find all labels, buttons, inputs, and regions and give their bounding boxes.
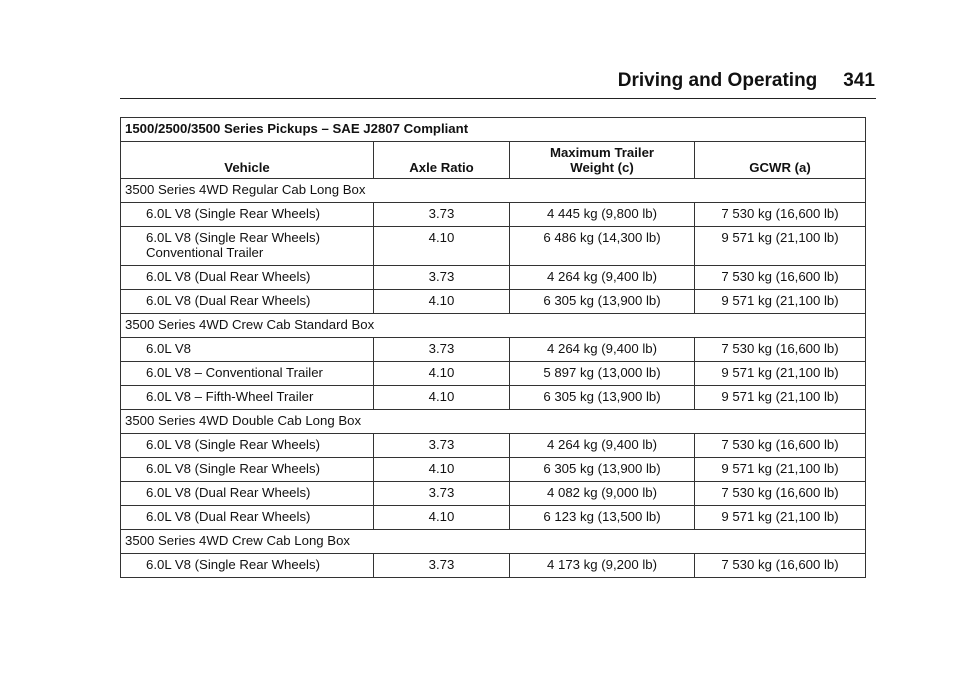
cell-axle-ratio: 3.73 — [374, 434, 510, 458]
cell-vehicle — [121, 482, 374, 506]
cell-vehicle — [121, 506, 374, 530]
cell-axle-ratio: 3.73 — [374, 266, 510, 290]
cell-axle-ratio: 4.10 — [374, 227, 510, 266]
cell-vehicle — [121, 290, 374, 314]
group-label: 3500 Series 4WD Crew Cab Standard Box — [121, 314, 866, 338]
vehicle-line: 6.0L V8 — [146, 341, 191, 356]
column-header-row — [121, 142, 866, 179]
cell-vehicle — [121, 458, 374, 482]
cell-axle-ratio: 3.73 — [374, 203, 510, 227]
cell-axle-ratio: 4.10 — [374, 362, 510, 386]
cell-max-trailer-weight: 4 445 kg (9,800 lb) — [510, 203, 695, 227]
section-title: Driving and Operating — [617, 70, 818, 91]
vehicle-line: 6.0L V8 (Dual Rear Wheels) — [146, 293, 311, 308]
vehicle-line: 6.0L V8 – Conventional Trailer — [146, 365, 323, 380]
vehicle-line: 6.0L V8 (Dual Rear Wheels) — [146, 509, 311, 524]
cell-max-trailer-weight: 6 305 kg (13,900 lb) — [510, 386, 695, 410]
vehicle-line: 6.0L V8 (Single Rear Wheels) — [146, 230, 320, 245]
table-row — [121, 203, 866, 227]
cell-axle-ratio: 3.73 — [374, 338, 510, 362]
column-header-vehicle: Vehicle — [121, 142, 374, 179]
cell-gcwr: 7 530 kg (16,600 lb) — [695, 266, 866, 290]
cell-vehicle — [121, 362, 374, 386]
group-row — [121, 530, 866, 554]
cell-max-trailer-weight: 4 173 kg (9,200 lb) — [510, 554, 695, 578]
cell-axle-ratio: 3.73 — [374, 482, 510, 506]
cell-max-trailer-weight: 6 123 kg (13,500 lb) — [510, 506, 695, 530]
column-header-weight-line1: Maximum Trailer — [549, 145, 655, 160]
cell-gcwr: 7 530 kg (16,600 lb) — [695, 482, 866, 506]
cell-max-trailer-weight: 5 897 kg (13,000 lb) — [510, 362, 695, 386]
page-number: 341 — [843, 70, 875, 91]
table-title: 1500/2500/3500 Series Pickups – SAE J2807 Compliant — [121, 118, 866, 142]
cell-axle-ratio: 4.10 — [374, 386, 510, 410]
cell-vehicle — [121, 266, 374, 290]
cell-gcwr: 7 530 kg (16,600 lb) — [695, 434, 866, 458]
vehicle-line: 6.0L V8 (Single Rear Wheels) — [146, 437, 320, 452]
cell-gcwr: 9 571 kg (21,100 lb) — [695, 362, 866, 386]
cell-gcwr: 9 571 kg (21,100 lb) — [695, 458, 866, 482]
table-row — [121, 458, 866, 482]
cell-axle-ratio: 4.10 — [374, 458, 510, 482]
table-body — [121, 179, 866, 578]
table-row — [121, 362, 866, 386]
cell-vehicle — [121, 386, 374, 410]
cell-vehicle — [121, 554, 374, 578]
column-header-weight-line2: Weight (c) — [570, 160, 634, 175]
cell-gcwr: 7 530 kg (16,600 lb) — [695, 554, 866, 578]
cell-vehicle — [121, 434, 374, 458]
group-label: 3500 Series 4WD Double Cab Long Box — [121, 410, 866, 434]
cell-max-trailer-weight: 4 264 kg (9,400 lb) — [510, 338, 695, 362]
cell-max-trailer-weight: 4 264 kg (9,400 lb) — [510, 434, 695, 458]
cell-vehicle — [121, 203, 374, 227]
cell-axle-ratio: 4.10 — [374, 506, 510, 530]
cell-axle-ratio: 4.10 — [374, 290, 510, 314]
cell-gcwr: 9 571 kg (21,100 lb) — [695, 227, 866, 266]
table-row — [121, 266, 866, 290]
cell-gcwr: 9 571 kg (21,100 lb) — [695, 386, 866, 410]
group-row — [121, 314, 866, 338]
table-title-row — [121, 118, 866, 142]
cell-gcwr: 9 571 kg (21,100 lb) — [695, 506, 866, 530]
vehicle-line: 6.0L V8 (Single Rear Wheels) — [146, 206, 320, 221]
cell-gcwr: 9 571 kg (21,100 lb) — [695, 290, 866, 314]
cell-gcwr: 7 530 kg (16,600 lb) — [695, 338, 866, 362]
table-row — [121, 506, 866, 530]
header-rule — [120, 98, 876, 99]
vehicle-line: 6.0L V8 (Dual Rear Wheels) — [146, 485, 311, 500]
table-row — [121, 227, 866, 266]
group-row — [121, 410, 866, 434]
table-row — [121, 434, 866, 458]
cell-max-trailer-weight: 6 486 kg (14,300 lb) — [510, 227, 695, 266]
cell-vehicle — [121, 227, 374, 266]
vehicle-line: 6.0L V8 (Dual Rear Wheels) — [146, 269, 311, 284]
cell-vehicle — [121, 338, 374, 362]
group-label: 3500 Series 4WD Crew Cab Long Box — [121, 530, 866, 554]
column-header-max-trailer-weight — [510, 142, 695, 179]
page-header — [618, 70, 875, 92]
table-row — [121, 386, 866, 410]
cell-max-trailer-weight: 6 305 kg (13,900 lb) — [510, 458, 695, 482]
cell-gcwr: 7 530 kg (16,600 lb) — [695, 203, 866, 227]
column-header-axle-ratio: Axle Ratio — [374, 142, 510, 179]
vehicle-line: 6.0L V8 – Fifth-Wheel Trailer — [146, 389, 314, 404]
group-row — [121, 179, 866, 203]
cell-max-trailer-weight: 4 082 kg (9,000 lb) — [510, 482, 695, 506]
vehicle-line: 6.0L V8 (Single Rear Wheels) — [146, 461, 320, 476]
trailer-weight-table — [120, 117, 866, 578]
cell-axle-ratio: 3.73 — [374, 554, 510, 578]
column-header-gcwr: GCWR (a) — [695, 142, 866, 179]
table-row — [121, 554, 866, 578]
table-row — [121, 290, 866, 314]
table-row — [121, 338, 866, 362]
vehicle-line: Conventional Trailer — [146, 245, 264, 260]
table-row — [121, 482, 866, 506]
group-label: 3500 Series 4WD Regular Cab Long Box — [121, 179, 866, 203]
cell-max-trailer-weight: 4 264 kg (9,400 lb) — [510, 266, 695, 290]
cell-max-trailer-weight: 6 305 kg (13,900 lb) — [510, 290, 695, 314]
vehicle-line: 6.0L V8 (Single Rear Wheels) — [146, 557, 320, 572]
